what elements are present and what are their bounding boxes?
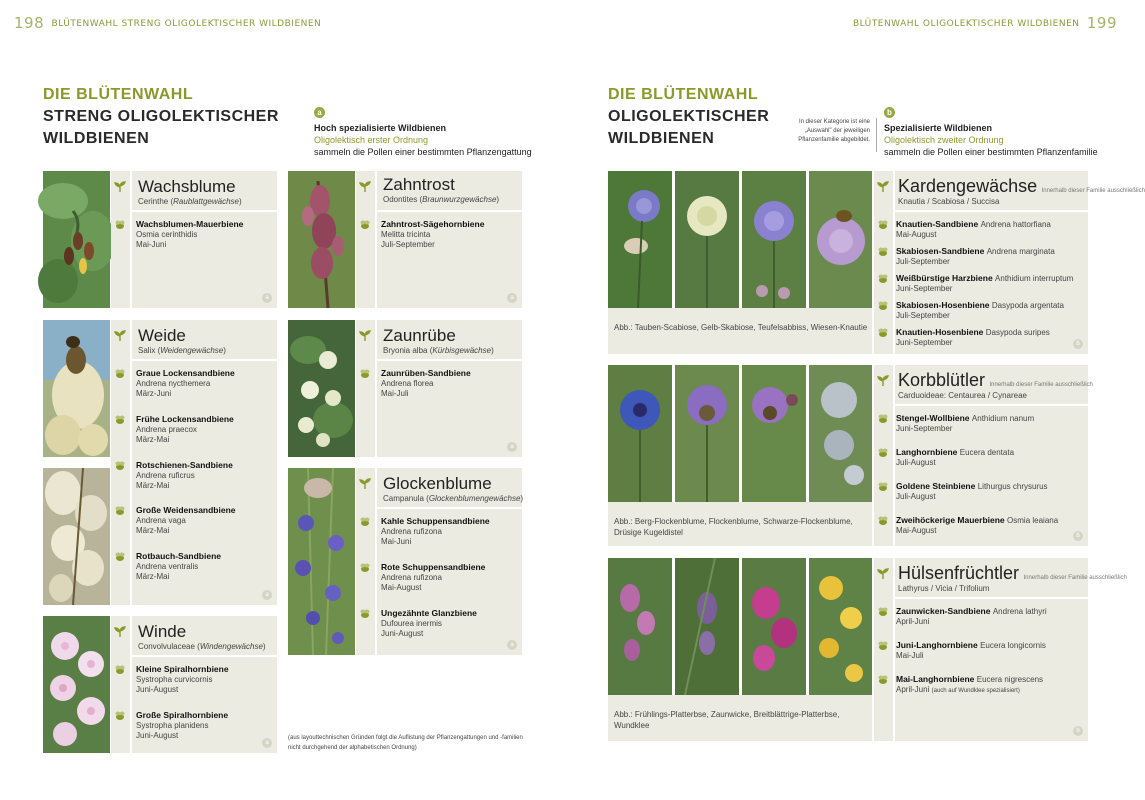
running-head-left-text: BLÜTENWAHL STRENG OLIGOLEKTISCHER WILDBIENEN <box>51 19 322 29</box>
card-note: Innerhalb dieser Familie ausschließlich <box>989 382 1093 388</box>
card-latin: Odontites (Braunwurzgewächse) <box>383 195 500 204</box>
bee-entry: Weißbürstige Harzbiene Anthidium interruptum Juni-September <box>896 273 1074 293</box>
bee-icon <box>114 552 126 562</box>
photo-zaunruebe <box>288 320 355 457</box>
photo-wundklee <box>809 558 872 695</box>
card-glockenblume <box>356 468 522 655</box>
page-number-right: 199 <box>1086 14 1117 32</box>
title-line3: WILDBIENEN <box>608 130 715 147</box>
card-title: Glockenblume <box>383 474 492 493</box>
card-badge: a <box>262 738 272 748</box>
intro-line2: Oligolektisch zweiter Ordnung <box>884 135 1004 145</box>
bee-entry: Wachsblumen-Mauerbiene Osmia cerinthidis Mai-Juni <box>136 219 244 249</box>
bee-entry: Große Weidensandbiene Andrena vaga März-Mai <box>136 505 236 535</box>
bee-icon <box>877 414 889 424</box>
card-latin: Knautia / Scabiosa / Succisa <box>898 197 1000 206</box>
card-latin: Convolvulaceae (Windengewächse) <box>138 642 266 651</box>
card-latin: Cerinthe (Raublattgewächse) <box>138 197 242 206</box>
photo-fruehlings-platterbse <box>608 558 672 695</box>
bee-entry: Knautien-Hosenbiene Dasypoda suripes Juni-September <box>896 327 1050 347</box>
card-latin: Campanula (Glockenblumengewächse) <box>383 494 524 503</box>
bee-icon <box>877 482 889 492</box>
intro-right <box>884 102 1098 158</box>
card-zahntrost <box>356 171 522 308</box>
card-title: Wachsblume <box>138 177 236 196</box>
photo-breitblaettrige-platterbse <box>742 558 806 695</box>
bee-entry: Stengel-Wollbiene Anthidium nanum Juni-September <box>896 413 1035 433</box>
card-zaunruebe <box>356 320 522 457</box>
card-title-row <box>898 177 1145 197</box>
bee-entry: Zahntrost-Sägehornbiene Melitta tricinta Juli-September <box>381 219 485 249</box>
card-wachsblume <box>111 171 277 308</box>
bee-icon <box>359 369 371 379</box>
footnote: (aus layouttechnischen Gründen folgt die Auflistung der Pflanzengattungen und -familien nicht durchgehend der alphabetischen Ordnung) <box>288 735 523 751</box>
card-badge: a <box>262 590 272 600</box>
bee-icon <box>114 415 126 425</box>
bee-icon <box>114 461 126 471</box>
bee-entry: Frühe Lockensandbiene Andrena praecox März-Mai <box>136 414 234 444</box>
card-winde <box>111 616 277 753</box>
plant-icon <box>359 478 371 490</box>
caption-korbbluetler: Abb.: Berg-Flockenblume, Flockenblume, Schwarze-Flockenblume, Drüsige Kugeldistel <box>608 502 872 546</box>
bee-entry: Zaunrüben-Sandbiene Andrena florea Mai-Juli <box>381 368 471 398</box>
bee-icon <box>877 328 889 338</box>
caption-kardengewaechse: Abb.: Tauben-Scabiose, Gelb-Skabiose, Teufelsabbiss, Wiesen-Knautie <box>608 308 872 354</box>
card-huelsenfruechtler <box>874 558 1127 741</box>
photo-glockenblume <box>288 468 355 655</box>
card-badge: b <box>1073 726 1083 736</box>
title-line1: DIE BLÜTENWAHL <box>43 86 194 103</box>
bee-entry: Zaunwicken-Sandbiene Andrena lathyri April-Juni <box>896 606 1047 626</box>
bee-icon <box>877 675 889 685</box>
title-line2: OLIGOLEKTISCHER <box>608 108 770 125</box>
card-latin: Salix (Weidengewächse) <box>138 346 226 355</box>
bee-icon <box>877 516 889 526</box>
card-kardengewaechse <box>874 171 1145 354</box>
bee-entry: Skabiosen-Sandbiene Andrena marginata Juli-September <box>896 246 1055 266</box>
bee-icon <box>877 247 889 257</box>
intro-line3: sammeln die Pollen einer bestimmten Pflanzenfamilie <box>884 147 1098 157</box>
photo-flockenblume <box>675 365 739 502</box>
title-line1: DIE BLÜTENWAHL <box>608 86 759 103</box>
photo-berg-flockenblume <box>608 365 672 502</box>
bee-entry: Skabiosen-Hosenbiene Dasypoda argentata Juli-September <box>896 300 1064 320</box>
page-number-left: 198 <box>14 14 45 32</box>
bee-entry: Große Spiralhornbiene Systropha planidens Juni-August <box>136 710 229 740</box>
photo-weide-2 <box>43 468 110 605</box>
card-weide <box>111 320 277 605</box>
card-badge: b <box>1073 339 1083 349</box>
plant-icon <box>877 181 889 193</box>
bee-entry: Graue Lockensandbiene Andrena nycthemera März-Juni <box>136 368 235 398</box>
bee-entry: Knautien-Sandbiene Andrena hattorfiana Mai-August <box>896 219 1051 239</box>
card-badge: a <box>507 442 517 452</box>
card-badge: a <box>262 293 272 303</box>
bee-entry: Rotbauch-Sandbiene Andrena ventralis März-Mai <box>136 551 222 581</box>
plant-icon <box>877 375 889 387</box>
card-title: Korbblütler <box>898 370 986 390</box>
page-title-right <box>608 86 769 150</box>
intro-line2: Oligolektisch erster Ordnung <box>314 135 429 145</box>
bee-icon <box>114 220 126 230</box>
photo-weide <box>43 320 110 457</box>
bee-entry: Langhornbiene Eucera dentata Juli-August <box>896 447 1015 467</box>
bee-icon <box>877 607 889 617</box>
category-badge: b <box>884 107 895 118</box>
category-badge: a <box>314 107 325 118</box>
photo-druesige-kugeldistel <box>809 365 872 502</box>
bee-entry: Mai-Langhornbiene Eucera nigrescens April-Juni (auch auf Wundklee spezialisiert) <box>896 674 1044 694</box>
card-title: Hülsenfrüchtler <box>898 563 1020 583</box>
plant-icon <box>359 330 371 342</box>
plant-icon <box>359 181 371 193</box>
bee-icon <box>114 665 126 675</box>
sidenote: In dieser Kategorie ist eine „Auswahl" der jeweiligen Pflanzenfamilie abgebildet. <box>798 119 870 143</box>
plant-icon <box>114 626 126 638</box>
bee-entry: Kleine Spiralhornbiene Systropha curvicornis Juni-August <box>136 664 229 694</box>
photo-schwarze-flockenblume <box>742 365 806 502</box>
bee-entry: Kahle Schuppensandbiene Andrena rufizona Mai-Juni <box>381 516 490 546</box>
plant-icon <box>114 181 126 193</box>
bee-entry: Rote Schuppensandbiene Andrena rufizona Mai-August <box>381 562 486 592</box>
card-badge: a <box>507 293 517 303</box>
intro-line3: sammeln die Pollen einer bestimmten Pflanzengattung <box>314 147 532 157</box>
title-line3: WILDBIENEN <box>43 130 150 147</box>
card-title-row <box>898 564 1127 584</box>
plant-icon <box>877 568 889 580</box>
card-title: Zaunrübe <box>383 326 456 345</box>
card-title: Zahntrost <box>383 175 455 194</box>
plant-icon <box>114 330 126 342</box>
intro-line1: Hoch spezialisierte Wildbienen <box>314 123 446 133</box>
card-title: Kardengewächse <box>898 176 1038 196</box>
page-title-left <box>43 86 279 150</box>
card-note: Innerhalb dieser Familie ausschließlich <box>1023 575 1127 581</box>
card-note: Innerhalb dieser Familie ausschließlich <box>1041 188 1145 194</box>
photo-tauben-scabiose <box>608 171 672 308</box>
card-title-row <box>898 371 1093 391</box>
running-head-right-text: BLÜTENWAHL OLIGOLEKTISCHER WILDBIENEN <box>852 19 1080 29</box>
bee-entry: Ungezähnte Glanzbiene Dufourea inermis Juni-August <box>381 608 477 638</box>
running-head-left <box>14 14 321 32</box>
bee-icon <box>877 448 889 458</box>
card-latin: Bryonia alba (Kürbisgewächse) <box>383 346 494 355</box>
bee-icon <box>114 711 126 721</box>
card-title: Weide <box>138 326 186 345</box>
bee-entry: Goldene Steinbiene Lithurgus chrysurus Juli-August <box>896 481 1048 501</box>
intro-line1: Spezialisierte Wildbienen <box>884 123 992 133</box>
photo-teufelsabbiss <box>742 171 806 308</box>
photo-wiesen-knautie <box>809 171 872 308</box>
bee-icon <box>877 274 889 284</box>
bee-entry: Rotschienen-Sandbiene Andrena ruficrus März-Mai <box>136 460 233 490</box>
bee-icon <box>114 369 126 379</box>
bee-icon <box>359 220 371 230</box>
card-latin: Carduoideae: Centaurea / Cynareae <box>898 391 1027 400</box>
card-korbbluetler <box>874 365 1093 546</box>
intro-left <box>314 102 532 158</box>
bee-entry: Zweihöckerige Mauerbiene Osmia leaiana Mai-August <box>896 515 1059 535</box>
card-latin: Lathyrus / Vicia / Trifolium <box>898 584 990 593</box>
bee-icon <box>359 517 371 527</box>
card-title: Winde <box>138 622 187 641</box>
photo-gelb-skabiose <box>675 171 739 308</box>
card-badge: b <box>1073 531 1083 541</box>
card-badge: a <box>507 640 517 650</box>
caption-huelsenfruechtler: Abb.: Frühlings-Platterbse, Zaunwicke, Breitblättrige-Platterbse, Wundklee <box>608 695 872 741</box>
bee-icon <box>359 609 371 619</box>
bee-icon <box>114 506 126 516</box>
photo-wachsblume <box>43 171 110 308</box>
bee-icon <box>877 220 889 230</box>
title-line2: STRENG OLIGOLEKTISCHER <box>43 108 279 125</box>
bee-icon <box>359 563 371 573</box>
photo-zahntrost <box>288 171 355 308</box>
photo-winde <box>43 616 110 753</box>
running-head-right <box>853 14 1117 32</box>
photo-zaunwicke <box>675 558 739 695</box>
bee-icon <box>877 301 889 311</box>
bee-entry: Juni-Langhornbiene Eucera longicornis Mai-Juli <box>896 640 1046 660</box>
bee-icon <box>877 641 889 651</box>
